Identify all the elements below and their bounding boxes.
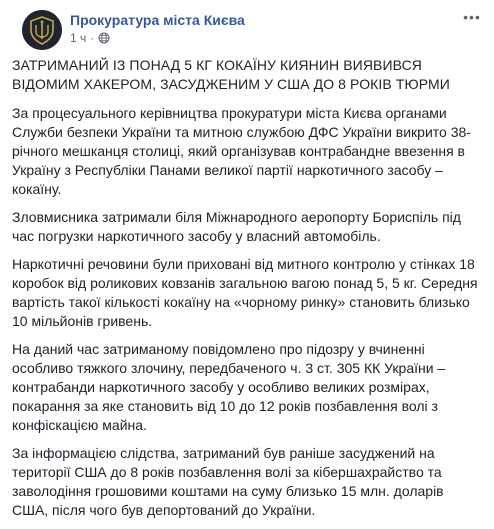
post-paragraph-4: На даний час затриманому повідомлено про підозру у вчиненні особливо тяжкого злочину, передбаченого ч. 3 ст. 305 КК України – контрабанди наркотичного засобу у особливо великих розмірах, покарання за яке становить від 10 до 12 років позбавлення волі з конфіскацією майна. (12, 341, 446, 433)
post-paragraph-1: За процесуального керівництва прокуратури міста Києва органами Служби безпеки України та митною службою ДФС України викрито 38-річного мешканця столиці, який організував контрабандне ввезення в Україну з Республіки Панами великої партії наркотичного засобу – кокаїну. (12, 105, 471, 197)
post-headline: ЗАТРИМАНИЙ ІЗ ПОНАД 5 КГ КОКАЇНУ КИЯНИН ВИЯВИВСЯ ВІДОМИМ ХАКЕРОМ, ЗАСУДЖЕНИМ У США ДО 8 РОКІВ ТЮРМИ (12, 57, 450, 92)
post-header (12, 0, 494, 56)
post-paragraph-3: Наркотичні речовини були приховані від митного контролю у стінках 18 коробок від роликових ковзанів загальною вагою понад 5, 5 кг. Середня вартість такої кількості кокаїну на «чорному ринку» становить близько 10 мільйонів гривень. (12, 256, 478, 329)
post-paragraph-5: За інформацією слідства, затриманий був раніше засуджений на території США до 8 років позбавлення волі за кібершахрайство та заволодіння грошовими коштами на суму близько 15 млн. доларів США, після чого був депортований до України. (12, 445, 444, 518)
post-meta (70, 31, 110, 45)
page-name-link[interactable]: Прокуратура міста Києва (70, 12, 245, 28)
page-avatar[interactable] (22, 10, 62, 50)
globe-icon[interactable] (98, 32, 110, 44)
meta-separator: · (90, 31, 95, 45)
post-body (12, 56, 482, 529)
post-paragraph-2: Зловмисника затримали біля Міжнародного аеропорту Бориспіль під час погрузки наркотичного засобу у власний автомобіль. (12, 209, 461, 244)
emblem-avatar-icon (22, 10, 62, 50)
post-time-link[interactable]: 1 ч (70, 31, 87, 45)
more-options-icon[interactable]: ••• (463, 9, 481, 25)
